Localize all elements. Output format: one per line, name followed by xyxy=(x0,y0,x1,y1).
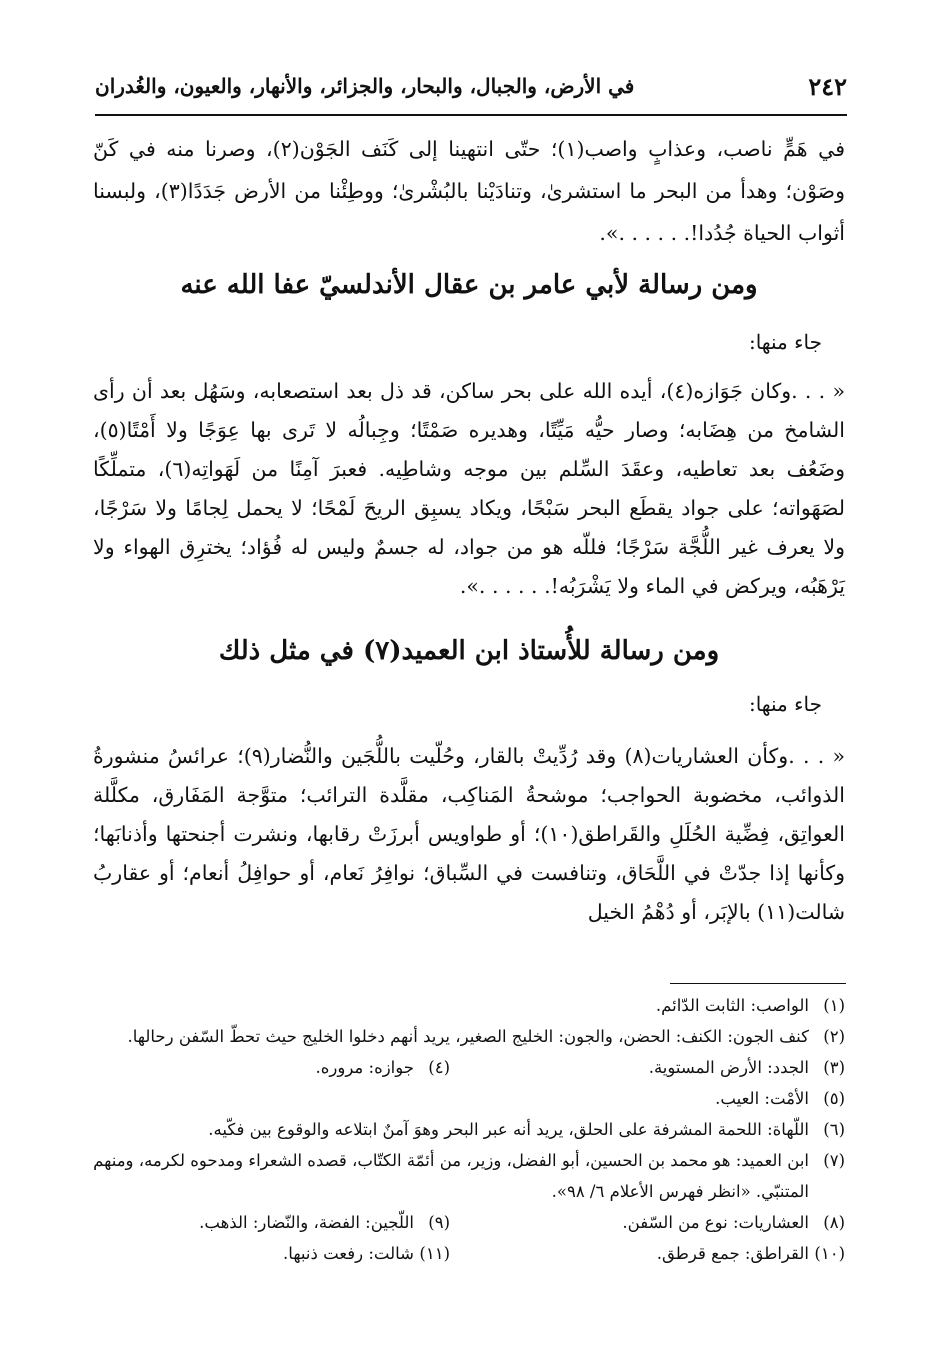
footnote-number: (٦) xyxy=(823,1120,845,1139)
footnote-text: اللّهاة: اللحمة المشرفة على الحلق، يريد أنه عبر البحر وهوَ آمنٌ ابتلاعه والوقوع بين فكّيه. xyxy=(208,1120,809,1139)
section-body-abu-amir: « . . .وكان جَوَازه(٤)، أيده الله على بحر ساكن، قد ذل بعد استصعابه، وسَهُل بعد أن رأى الشامخ من هِضَابه؛ وصار حيُّه مَيِّتًا، وهديره صَمْتًا؛ وجِبالُه لا تَرى بها عِوَجًا ولا أَمْتًا(٥)، وضَعُف بعد تعاطيه، وعقَدَ السِّلم بين موجه وشاطِيه. فعبرَ آمِنًا من لَهَواتِه(٦)، متملِّكًا لصَهَواته؛ على جواد يقطَع البحر سَبْحًا، ويكاد يسبِق الريحَ لَمْحًا؛ لا يحمل لِجامًا ولا سَرْجًا، ولا يعرف غير اللُّجَّة سَرْجًا؛ فللّه هو من جواد، له جسمٌ وليس له فُؤاد؛ يخترِق الهواء ولا يَرْهَبُه، ويركض في الماء ولا يَشْرَبُه!. . . . . .». xyxy=(93,379,845,598)
footnote-text: شالت: رفعت ذنبها. xyxy=(283,1244,414,1263)
section-body-ibn-al-amid: « . . .وكأن العشاريات(٨) وقد رُدِّيتْ بالقار، وحُلّيت باللُّجَين والنُّضار(٩)؛ عرائسُ منشورةُ الذوائب، مخضوبة الحواجب؛ موشحةُ المَناكِب، مقلَّدة الترائب؛ متوَّجة المَفَارق، مكلَّلة العواتِق، فِضِّية الحُلَلِ والقَراطق(١٠)؛ أو طواويس أبرزَتْ رقابها، ونشرت أجنحتها وأذنابَها؛ وكأنها إذا جدّتْ في اللَّحَاق، وتنافست في السِّباق؛ نوافِرُ نَعام، أو حوافِلُ أنعام؛ أو عقاربُ شالت(١١) بالإبَر، أو دُهْمُ الخيل xyxy=(93,744,845,924)
footnote-7 xyxy=(93,1145,845,1207)
page-number: ٢٤٢ xyxy=(808,72,847,101)
footnote-text: جوازه: مروره. xyxy=(315,1058,414,1077)
footnote-text: القراطق: جمع قرطق. xyxy=(656,1244,809,1263)
header-rule xyxy=(95,114,847,116)
opening-paragraph: في هَمٍّ ناصب، وعذابٍ واصب(١)؛ حتّى انتهينا إلى كَنَف الجَوْن(٢)، وصرنا منه في كَنّ وصَوْن؛ وهدأ من البحر ما استشرىٰ، وتنادَيْنا بالبُشْرىٰ؛ ووطِئْنا من الأرض جَدَدًا(٣)، ولبسنا أثواب الحياة جُدُدا!. . . . . .». xyxy=(93,137,845,245)
footnote-text: العشاريات: نوع من السّفن. xyxy=(622,1213,809,1232)
footnote-3 xyxy=(450,1052,845,1083)
footnote-divider xyxy=(670,983,846,984)
footnote-5 xyxy=(93,1083,845,1114)
page-header xyxy=(95,62,847,110)
section-heading-ibn-al-amid: ومن رسالة للأُستاذ ابن العميد(٧) في مثل ذلك xyxy=(218,636,720,666)
footnote-number: (٢) xyxy=(823,1027,845,1046)
running-title: في الأرض، والجبال، والبحار، والجزائر، والأنهار، والعيون، والغُدران xyxy=(95,74,635,98)
footnote-2 xyxy=(93,1021,845,1052)
footnote-number: (٤) xyxy=(428,1058,450,1077)
footnote-9 xyxy=(93,1207,450,1238)
footnote-number: (١٠) xyxy=(814,1244,845,1263)
section-intro-ibn-al-amid: جاء منها: xyxy=(748,692,822,716)
footnote-text: ابن العميد: هو محمد بن الحسين، أبو الفضل، وزير، من أئمّة الكتّاب، قصده الشعراء ومدحوه لكرمه، ومنهم المتنبّي. «انظر فهرس الأعلام ٦/ ٩٨». xyxy=(93,1151,809,1201)
section-intro-abu-amir: جاء منها: xyxy=(748,330,822,354)
footnote-number: (١١) xyxy=(419,1244,450,1263)
section-heading-abu-amir: ومن رسالة لأبي عامر بن عقال الأندلسيّ عفا الله عنه xyxy=(180,270,758,300)
footnote-pair-10-11 xyxy=(93,1238,845,1269)
footnote-1 xyxy=(93,990,845,1021)
footnote-text: الجدد: الأرض المستوية. xyxy=(648,1058,809,1077)
footnote-pair-8-9 xyxy=(93,1207,845,1238)
footnote-number: (٥) xyxy=(823,1089,845,1108)
footnote-6 xyxy=(93,1114,845,1145)
footnote-text: الأمْت: العيب. xyxy=(715,1089,809,1108)
footnote-number: (١) xyxy=(823,996,845,1015)
footnote-number: (٧) xyxy=(823,1151,845,1170)
footnote-number: (٩) xyxy=(428,1213,450,1232)
footnote-text: الواصب: الثابت الدّائم. xyxy=(655,996,809,1015)
footnote-11 xyxy=(93,1238,450,1269)
footnote-pair-3-4 xyxy=(93,1052,845,1083)
footnote-number: (٣) xyxy=(823,1058,845,1077)
footnote-10 xyxy=(450,1238,845,1269)
footnote-8 xyxy=(450,1207,845,1238)
footnote-number: (٨) xyxy=(823,1213,845,1232)
footnote-text: كنف الجون: الكنف: الحضن، والجون: الخليج الصغير، يريد أنهم دخلوا الخليج حيث تحطّ السّفن رحالها. xyxy=(127,1027,809,1046)
footnote-4 xyxy=(93,1052,450,1083)
footnote-text: اللّجين: الفضة، والنّضار: الذهب. xyxy=(199,1213,414,1232)
footnotes xyxy=(93,990,845,1269)
